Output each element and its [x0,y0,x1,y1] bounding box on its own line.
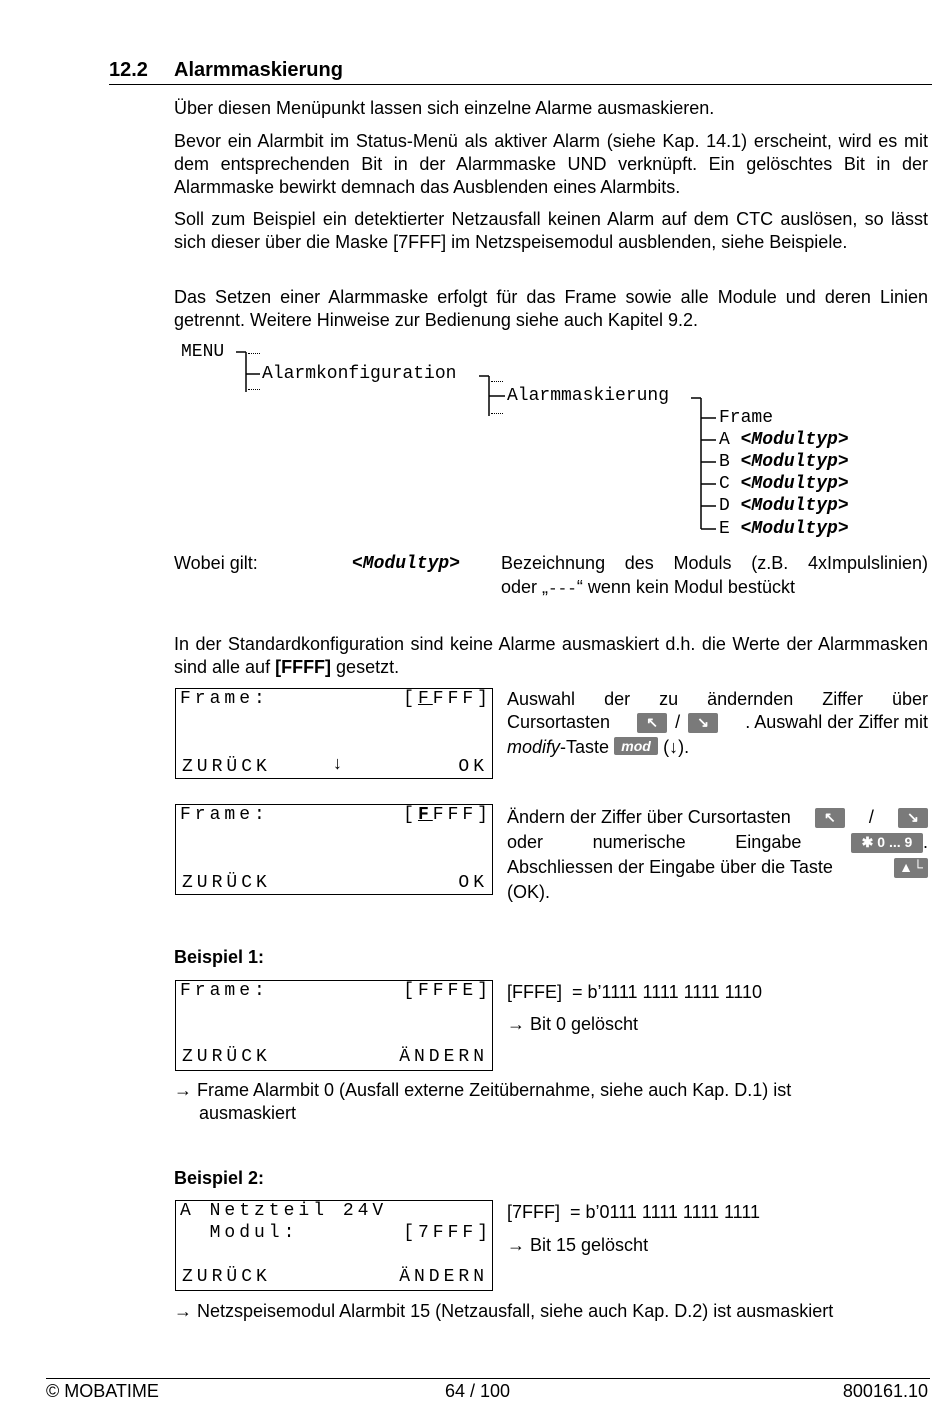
lcd-back-label: ZURÜCK [182,757,271,777]
lcd-ok-label: OK [458,873,488,893]
lcd-back-label: ZURÜCK [182,873,271,893]
example2-value: [7FFF] = b’0111 1111 1111 1111 [507,1202,761,1222]
example1-note-cont: ausmaskiert [199,1103,297,1123]
cursor-right-key-icon: ↘ [898,808,928,828]
example1-title: Beispiel 1: [174,947,265,967]
star-icon: ✱ [861,833,878,850]
section-number: 12.2 [109,59,148,81]
numeric-keys-icon: ✱ 0 ... 9 [851,833,923,853]
wobei-label: Wobei gilt: [174,553,258,573]
lcd2-desc-line4: (OK). [507,882,550,902]
lcd-line2-value: [7FFF] [403,1223,492,1243]
paragraph-example: Soll zum Beispiel ein detektierter Netzausfall keinen Alarm auf dem CTC auslösen, so lässt sich dieser über die Maske [7FFF] im Netzspeisemodul ausblenden, siehe Beispiele. [174,209,928,252]
example1-result: → Bit 0 gelöscht [507,1014,639,1034]
lcd-line1: A Netzteil 24V [180,1201,388,1221]
modify-key-icon: mod [614,737,658,755]
footer-doc-number: 800161.10 [842,1381,928,1401]
lcd-back-label: ZURÜCK [182,1267,271,1287]
lcd-line1-left: Frame: [180,689,269,709]
example2-result: → Bit 15 gelöscht [507,1235,649,1255]
paragraph-alarmbit: Bevor ein Alarmbit im Status-Menü als aktiver Alarm (siehe Kap. 14.1) erscheint, wird es mit dem entsprechenden Bit in der Alarmmaske UND verknüpft. Ein gelöschtes Bit in der Alarmmaske bewirkt demnach das Ausblenden eines Alarmbits. [174,131,928,197]
footer-rule [46,1378,930,1379]
tree-ellipsis [491,413,503,414]
wobei-term: <Modultyp> [352,554,461,574]
example2-note: → Netzspeisemodul Alarmbit 15 (Netzausfall, siehe auch Kap. D.2) ist ausmaskiert [174,1301,834,1321]
lcd-display-change-digit [175,804,493,895]
lcd1-desc-line1: Auswahl der zu ändernden Ziffer über [507,689,928,709]
lcd-line1-left: Frame: [180,981,269,1001]
wobei-desc-line2: oder „---“ wenn kein Modul bestückt [501,577,795,598]
section-title: Alarmmaskierung [174,59,343,81]
tree-item-alarmkonfiguration: Alarmkonfiguration [262,364,457,384]
example2-title: Beispiel 2: [174,1168,265,1188]
tree-root-menu: MENU [181,342,225,362]
lcd-display-example2 [175,1200,493,1291]
tree-item-module: D <Modultyp> [719,496,849,516]
tree-ellipsis [248,353,260,354]
lcd2-desc-line1: Ändern der Ziffer über Cursortasten ↖ / ↘ [507,806,928,829]
lcd2-desc-line2: oder numerische Eingabe ✱ 0 ... 9 . [507,832,928,852]
footer-copyright: © MOBATIME [46,1381,159,1401]
arrow-down-icon: ↓ [332,755,347,775]
lcd-ok-label: OK [458,757,488,777]
lcd-line1-value: [FFFF] [403,805,492,825]
paragraph-setting: Das Setzen einer Alarmmaske erfolgt für das Frame sowie alle Module und deren Linien getrennt. Weitere Hinweise zur Bedienung siehe auch Kapitel 9.2. [174,287,928,330]
lcd-line2-left: Modul: [180,1223,299,1243]
lcd-line1-left: Frame: [180,805,269,825]
lcd2-desc-line3: Abschliessen der Eingabe über die Taste ▲└ [507,856,928,879]
tree-ellipsis [248,389,260,390]
example1-value: [FFFE] = b’1111 1111 1111 1110 [507,982,762,1002]
lcd-line1-value: [FFFF] [403,689,492,709]
paragraph-intro: Über diesen Menüpunkt lassen sich einzelne Alarme ausmaskieren. [174,98,715,118]
lcd-back-label: ZURÜCK [182,1047,271,1067]
lcd-change-label: ÄNDERN [399,1267,488,1287]
tree-item-module: B <Modultyp> [719,452,849,472]
paragraph-standard: In der Standardkonfiguration sind keine Alarme ausmaskiert d.h. die Werte der Alarmmasken sind alle auf [FFFF] gesetzt. [174,634,928,677]
tree-item-module: C <Modultyp> [719,474,849,494]
tree-item-alarmmaskierung: Alarmmaskierung [507,386,670,406]
lcd1-desc-line2: Cursortasten ↖ / ↘ . Auswahl der Ziffer mit [507,712,928,732]
tree-item-module: A <Modultyp> [719,430,849,450]
enter-key-icon: ▲└ [894,858,928,878]
lcd-change-label: ÄNDERN [399,1047,488,1067]
lcd1-desc-line3: modify-Taste mod (↓). [507,737,690,757]
cursor-left-key-icon: ↖ [637,713,667,733]
tree-item-frame: Frame [719,408,774,428]
footer-page-number: 64 / 100 [445,1381,511,1401]
example1-note: → Frame Alarmbit 0 (Ausfall externe Zeitübernahme, siehe auch Kap. D.1) ist [174,1080,792,1100]
tree-item-module: E <Modultyp> [719,519,849,539]
cursor-right-key-icon: ↘ [688,713,718,733]
wobei-desc-line1: Bezeichnung des Moduls (z.B. 4xImpulslinien) [501,553,928,573]
lcd-display-select-digit [175,688,493,779]
lcd-line1-value: [FFFE] [403,981,492,1001]
tree-ellipsis [491,381,503,382]
cursor-left-key-icon: ↖ [815,808,845,828]
lcd-display-example1 [175,980,493,1071]
